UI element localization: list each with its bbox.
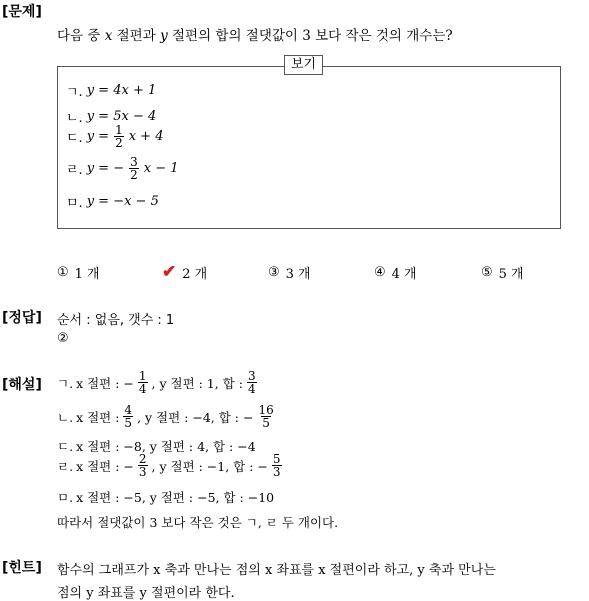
- example-item: ㄱ. y = 4x + 1: [66, 83, 157, 100]
- check-icon: ✔: [162, 262, 177, 282]
- hint-line-1: 함수의 그래프가 x 축과 만나는 점의 x 좌표를 x 절편이라 하고, y 축과 만나는: [57, 563, 496, 578]
- choice-1[interactable]: ① 1 개: [57, 265, 100, 282]
- example-item: ㄷ. y = $\frac{1}{2}$ x + 4: [66, 123, 164, 150]
- problem-label: [문제]: [2, 4, 42, 20]
- fraction: $\frac{1}{2}$: [115, 123, 123, 150]
- hint-line-2: 점의 y 좌표를 y 절편이라 한다.: [57, 586, 235, 601]
- example-item: ㄴ. y = 5x − 4: [66, 109, 157, 126]
- fraction: $\frac{3}{2}$: [130, 155, 138, 182]
- example-item: ㄹ. y = − $\frac{3}{2}$ x − 1: [66, 155, 179, 182]
- choice-4[interactable]: ④ 4 개: [374, 265, 417, 282]
- solution-row: ㄷ. x 절편 : −8, y 절편 : 4, 합 : −4: [57, 439, 256, 454]
- example-item: ㅁ. y = −x − 5: [66, 194, 159, 211]
- answer-choice: ②: [57, 331, 69, 346]
- choice-5[interactable]: ⑤ 5 개: [481, 265, 524, 282]
- solution-row: ㄱ. x 절편 : − $\frac{1}{4}$ , y 절편 : 1, 합 : $\frac{3}{4}$: [57, 369, 256, 396]
- solution-conclusion: 따라서 절댓값이 3 보다 작은 것은 ㄱ, ㄹ 두 개이다.: [57, 515, 339, 530]
- answer-line: 순서 : 없음, 갯수 : 1: [57, 313, 175, 328]
- solution-label: [해설]: [2, 377, 42, 393]
- problem-text: 다음 중 x 절편과 y 절편의 합의 절댓값이 3 보다 작은 것의 개수는?: [57, 28, 453, 44]
- choice-3[interactable]: ③ 3 개: [268, 265, 311, 282]
- solution-row: ㅁ. x 절편 : −5, y 절편 : −5, 합 : −10: [57, 490, 275, 505]
- hint-label: [힌트]: [2, 560, 42, 576]
- choice-2[interactable]: ✔ 2 개: [162, 262, 208, 282]
- solution-row: ㄴ. x 절편 : $\frac{4}{5}$ , y 절편 : −4, 합 : − $\frac{16}{5}$: [57, 403, 274, 430]
- solution-row: ㄹ. x 절편 : − $\frac{2}{3}$ , y 절편 : −1, 합 : − $\frac{5}{3}$: [57, 452, 281, 479]
- answer-label: [정답]: [2, 310, 42, 326]
- example-box-title: 보기: [284, 55, 323, 75]
